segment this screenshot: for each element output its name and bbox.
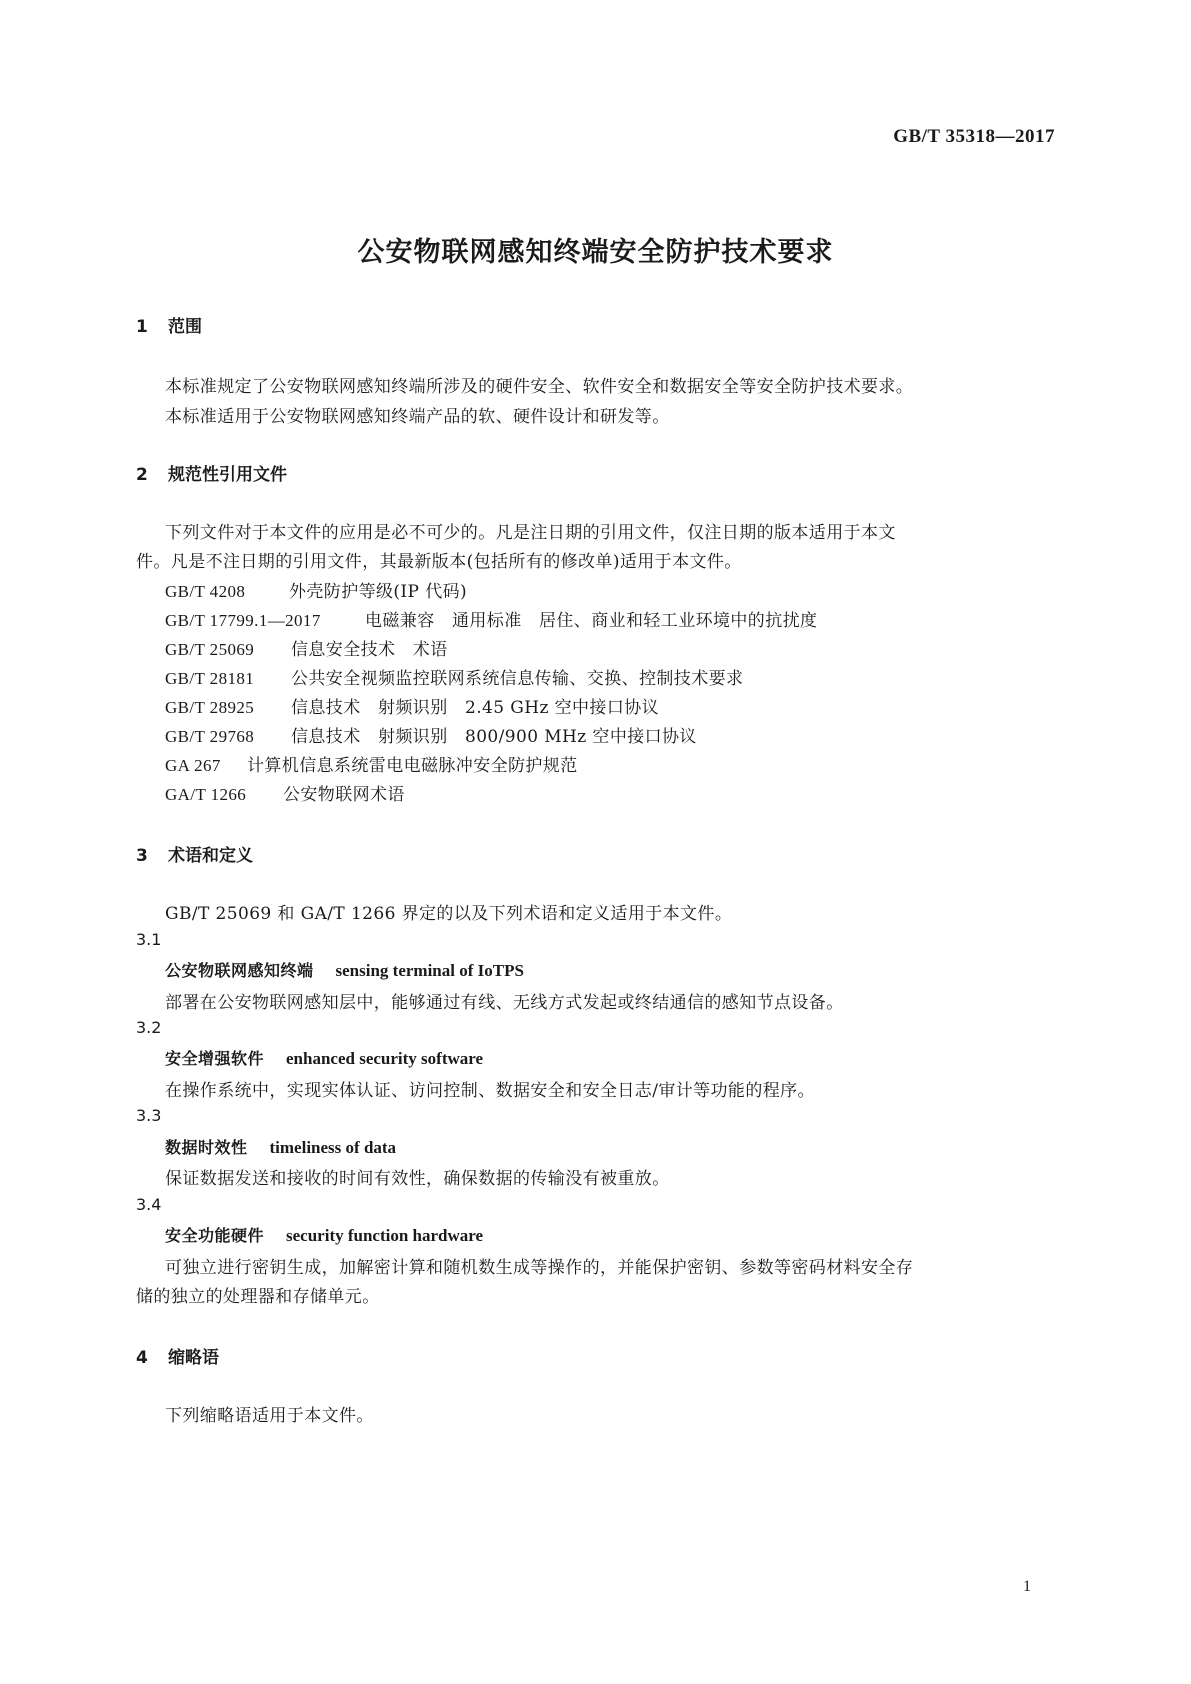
term-definition: 部署在公安物联网感知层中，能够通过有线、无线方式发起或终结通信的感知节点设备。	[165, 993, 844, 1013]
reference-id: GA 267	[165, 756, 221, 775]
term-number: 3.3	[136, 1106, 162, 1125]
section-1-paragraph-1: 本标准规定了公安物联网感知终端所涉及的硬件安全、软件安全和数据安全等安全防护技术要求。	[165, 377, 914, 397]
reference-title: 公共安全视频监控联网系统信息传输、交换、控制技术要求	[291, 669, 744, 689]
reference-item	[165, 606, 817, 631]
term-english: sensing terminal of IoTPS	[335, 961, 524, 980]
reference-item	[165, 635, 448, 660]
term-definition: 保证数据发送和接收的时间有效性，确保数据的传输没有被重放。	[165, 1169, 670, 1189]
section-number: 4	[136, 1348, 148, 1368]
term-chinese: 数据时效性	[165, 1138, 248, 1157]
term-heading	[165, 1223, 483, 1246]
reference-item	[165, 780, 405, 805]
term-number: 3.1	[136, 930, 162, 949]
section-title: 缩略语	[168, 1348, 219, 1368]
reference-item	[165, 577, 467, 602]
section-1-paragraph-2: 本标准适用于公安物联网感知终端产品的软、硬件设计和研发等。	[165, 407, 670, 427]
reference-title: 信息技术 射频识别 2.45 GHz 空中接口协议	[291, 698, 660, 718]
section-number: 2	[136, 465, 148, 485]
section-number: 3	[136, 846, 148, 866]
section-title: 规范性引用文件	[168, 465, 287, 485]
term-heading	[165, 1046, 483, 1069]
reference-item	[165, 693, 659, 718]
term-chinese: 安全功能硬件	[165, 1226, 265, 1245]
reference-id: GB/T 28181	[165, 669, 255, 688]
term-english: timeliness of data	[269, 1138, 397, 1157]
reference-id: GB/T 29768	[165, 727, 255, 746]
reference-id: GB/T 17799.1—2017	[165, 611, 321, 630]
term-heading	[165, 958, 524, 981]
reference-id: GB/T 25069	[165, 640, 255, 659]
reference-id: GB/T 4208	[165, 582, 246, 601]
term-definition-line-1: 可独立进行密钥生成，加解密计算和随机数生成等操作的，并能保护密钥、参数等密码材料安全存	[165, 1258, 914, 1278]
reference-id: GA/T 1266	[165, 785, 247, 804]
section-title: 术语和定义	[168, 846, 253, 866]
reference-title: 公安物联网术语	[283, 785, 405, 805]
term-number: 3.4	[136, 1195, 162, 1214]
standard-number: GB/T 35318—2017	[893, 126, 1055, 147]
section-4-paragraph-1: 下列缩略语适用于本文件。	[165, 1406, 374, 1426]
term-chinese: 安全增强软件	[165, 1049, 265, 1068]
document-title: 公安物联网感知终端安全防护技术要求	[357, 237, 834, 268]
term-definition: 在操作系统中，实现实体认证、访问控制、数据安全和安全日志/审计等功能的程序。	[165, 1081, 815, 1101]
section-3-heading	[136, 841, 253, 866]
term-definition-line-2: 储的独立的处理器和存储单元。	[136, 1287, 380, 1307]
reference-title: 电磁兼容 通用标准 居住、商业和轻工业环境中的抗扰度	[365, 611, 818, 631]
reference-title: 信息安全技术 术语	[291, 640, 448, 660]
section-2-intro-line-1: 下列文件对于本文件的应用是必不可少的。凡是注日期的引用文件，仅注日期的版本适用于本文	[165, 523, 896, 543]
reference-title: 计算机信息系统雷电电磁脉冲安全防护规范	[247, 756, 578, 776]
term-number: 3.2	[136, 1018, 162, 1037]
reference-item	[165, 664, 743, 689]
reference-item	[165, 751, 578, 776]
reference-id: GB/T 28925	[165, 698, 255, 717]
page-number: 1	[1023, 1578, 1031, 1595]
term-english: enhanced security software	[286, 1049, 484, 1068]
section-title: 范围	[168, 317, 202, 337]
term-chinese: 公安物联网感知终端	[165, 961, 314, 980]
section-4-heading	[136, 1343, 219, 1368]
section-3-intro: GB/T 25069 和 GA/T 1266 界定的以及下列术语和定义适用于本文件。	[165, 904, 733, 924]
section-2-heading	[136, 460, 287, 485]
section-2-intro-line-2: 件。凡是不注日期的引用文件，其最新版本(包括所有的修改单)适用于本文件。	[136, 552, 742, 572]
reference-title: 外壳防护等级(IP 代码)	[289, 582, 468, 602]
term-english: security function hardware	[286, 1226, 484, 1245]
reference-item	[165, 722, 697, 747]
reference-title: 信息技术 射频识别 800/900 MHz 空中接口协议	[291, 727, 697, 747]
term-heading	[165, 1135, 396, 1158]
section-1-heading	[136, 312, 202, 337]
section-number: 1	[136, 317, 148, 337]
